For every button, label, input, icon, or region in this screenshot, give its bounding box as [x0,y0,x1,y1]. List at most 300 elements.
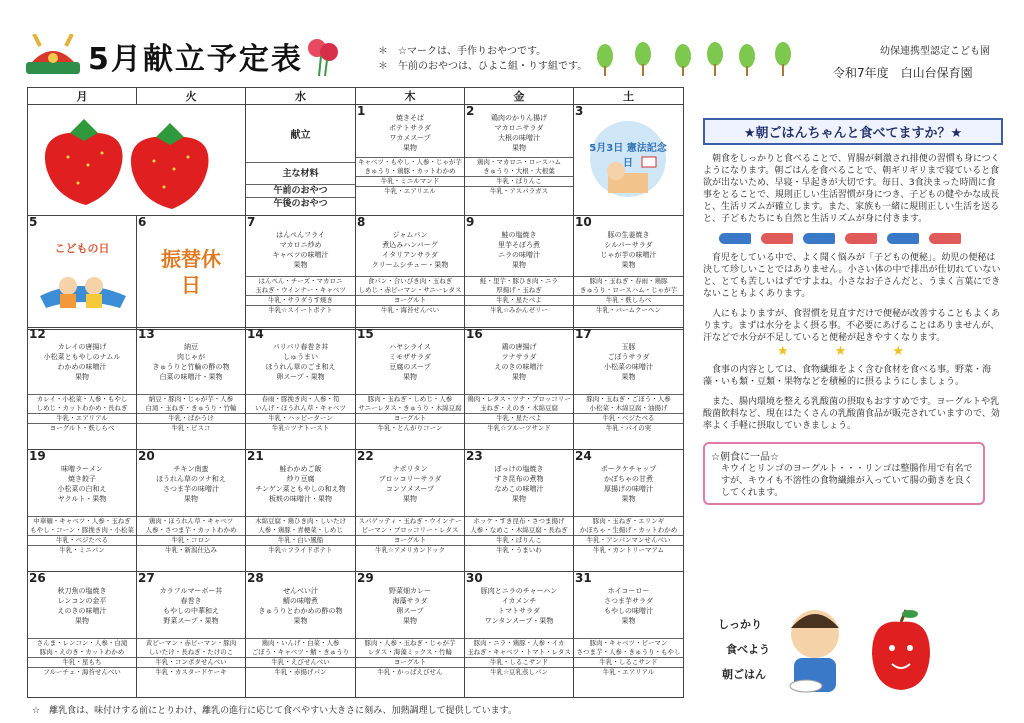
day-number: 7 [247,215,256,229]
weekday-header: 月 [28,88,137,105]
dish: 炒り豆腐 [286,475,315,483]
day-cell [246,450,356,572]
ingredient-line: 玉ねぎ・ウインナー・キャベツ [255,286,346,294]
day-cell [246,572,356,698]
ingredients [465,638,573,657]
day-number: 24 [575,449,592,463]
dish: 小松菜ともやしのナムル [43,353,121,361]
ingredient-line: 鶏肉・レタス・ツナ・ブロッコリー [467,395,571,403]
ingredient-line: ピーマン・ブロッコリー・レタス [361,526,459,534]
slogan-line: 食べよう [726,643,770,656]
ingredient-line: ごぼう・キャベツ・鯖・きゅうり [251,648,350,656]
day-number: 6 [138,215,147,229]
dish: ぼっけの塩焼き [494,465,544,473]
boy-eating-icon [780,604,850,700]
ingredient-line: スパゲッティ・玉ねぎ・ウインナー [358,517,462,525]
dish: 鶏肉のかりん揚げ [491,114,547,122]
ingredient-line: しめじ・赤ピーマン・サニーレタス [358,286,462,294]
pm-snack: 牛乳・かっぱえびせん [356,667,464,677]
dish: ミモザサラダ [389,353,431,361]
dish: もやしの味噌汁 [604,607,653,615]
ingredients [574,276,683,295]
day-number: 5 [29,215,38,229]
header [0,0,1024,88]
dish: カレイの唐揚げ [57,343,107,351]
ingredients [246,276,355,295]
day-number: 22 [357,449,374,463]
day-cell [356,450,465,572]
am-snack: 牛乳・しるこサンド [465,657,573,667]
day-cell [137,450,246,572]
ingredient-line: さんま・レンコン・人参・白滝 [36,639,128,647]
day-cell [356,328,465,450]
am-snack: 牛乳・星たべよ [465,413,573,423]
ingredient-line: 納豆・豚肉・じゃが芋・人参 [148,395,234,403]
dish: 果物 [621,373,636,381]
dish: ほうれん草のツナ和え [156,475,226,483]
pm-snack: 牛乳・ミニパン [28,545,136,555]
ingredient-line: しいたけ・長ねぎ・たけのこ [148,648,234,656]
ingredient-line: 小松菜・木綿豆腐・油揚げ [589,404,668,412]
dish: 果物 [403,617,417,625]
am-snack: ヨーグルト [356,535,464,545]
day-number: 1 [357,104,366,118]
pm-snack: 牛乳・パイの実 [574,423,683,433]
dish: トマトサラダ [498,607,540,615]
dish: ワンタンスープ・果物 [484,617,554,625]
day-number: 30 [466,571,483,585]
dish: 果物 [293,617,308,625]
day-number: 9 [466,215,475,229]
title-area [22,34,343,78]
dish: 果物 [293,261,308,269]
legend-menu: 献立 [290,130,311,141]
ingredient-line: 豚肉・ニラ・鶏豚・人参・イカ [473,639,565,647]
footnote: ☆ 離乳食は、味付けする前にとりわけ、離乳の進行に応じて食べやすい大きさに刻み、加熱調理して提供しています。 [32,706,517,716]
dish: 肉じゃが [177,353,205,361]
dish: 厚揚げの味噌汁 [604,485,653,493]
ingredients [465,157,573,176]
article-banner: ★朝ごはんちゃんと食べてますか？★ [703,118,1003,145]
ingredient-line: レタス・海藻ミックス・竹輪 [367,648,453,656]
ingredients [356,394,464,413]
school-type: 幼保連携型認定こども園 [880,46,990,57]
day-number: 2 [466,104,475,118]
ingredient-line: サニーレタス・きゅうり・木綿豆腐 [358,404,462,412]
dish: 豚肉とニラのチャーハン [480,587,558,595]
ingredient-line: 豚肉・人参・玉ねぎ・じゃが芋 [364,639,456,647]
dish: イカメンチ [501,597,537,605]
weekday-header: 水 [246,88,356,105]
ingredient-line: 木綿豆腐・鶏ひき肉・しいたけ [255,517,346,525]
day-cell [246,328,356,450]
dish: えのきの味噌汁 [494,363,544,371]
pm-snack: 牛乳・カントリーマアム [574,545,683,555]
dish: 果物 [621,495,636,503]
day-number: 14 [247,327,264,341]
pm-snack: 牛乳・エアリエル [356,186,464,196]
ingredient-line: 豚肉・玉ねぎ・エリンギ [592,517,665,525]
pm-snack: 牛乳☆スイートポテト [246,305,355,315]
apple-character-icon [866,608,936,698]
menu-table-lower [27,327,684,698]
dish: 野菜スープ・果物 [163,617,219,625]
am-snack: 牛乳・ベジたべる [574,413,683,423]
children-day-icon [30,256,136,326]
dish: 豚の生姜焼き [607,231,650,239]
dish: 海藻サラダ [392,597,428,605]
dish: ほうれん草のごま和え [265,363,336,371]
am-snack: 牛乳・麩しらべ [574,295,683,305]
article-paragraph: また、腸内環境を整える乳酸菌の摂取もおすすめです。ヨーグルトや乳酸菌飲料など、現在はたくさんの乳酸菌食品が販売されていますので、効率よく手軽に摂取していきましょう。 [703,397,1000,431]
day-cell [137,328,246,450]
dish: きゅうりと竹輪の酢の物 [152,363,230,371]
dish: クリームシチュー・果物 [371,261,449,269]
day-number: 23 [466,449,483,463]
ingredient-line: かぼちゃ・生揚げ・カットわかめ [579,526,678,534]
dish: かぼちゃの甘煮 [604,475,653,483]
pm-snack: ヨーグルト・麩しらべ [28,423,136,433]
dish: 果物 [403,373,417,381]
day-number: 26 [29,571,46,585]
ingredient-line: もやし・コーン・豚挽き肉・小松菜 [30,526,134,534]
dish: シルバーサラダ [604,241,653,249]
dish: せんべい汁 [283,587,318,595]
holiday-label: こどもの日 [54,242,110,255]
pm-snack: 牛乳・カスタードケーキ [137,667,245,677]
article-column [703,118,1003,505]
holiday-cell [574,105,684,216]
week-row [28,105,684,216]
week-row [28,572,684,698]
ingredients [246,394,355,413]
dish: わかめの味噌汁 [57,363,107,371]
dish: 卵スープ・果物 [276,373,325,381]
pm-snack: 牛乳☆フルーツサンド [465,423,573,433]
dish: ニラの味噌汁 [498,251,540,259]
day-number: 19 [29,449,46,463]
day-cell [465,450,574,572]
am-snack: 牛乳・アンパンマンせんべい [574,535,683,545]
dish: しゅうまい [283,353,318,361]
day-cell [574,216,684,330]
slogan-line: しっかり [718,618,762,631]
am-snack: 牛乳・ベジたべる [28,535,136,545]
am-snack: 牛乳・星たべよ [465,295,573,305]
dish: 果物 [403,495,417,503]
dish: 豆腐のスープ [389,363,431,371]
day-cell [137,572,246,698]
ingredients [356,157,464,176]
ingredients [28,516,136,535]
page-title: 5月献立予定表 [88,42,303,77]
day-number: 21 [247,449,264,463]
dish: 煮込みハンバーグ [382,241,438,249]
day-number: 20 [138,449,155,463]
legend-am-snack: 午前のおやつ [246,184,355,197]
ingredients [356,638,464,657]
dish: ホイコーロー [607,587,650,595]
strawberry-illustration-cell [28,105,246,216]
ingredients [246,516,355,535]
dish: チキン南蛮 [173,465,209,473]
stars-decoration-icon: ★ ★ ★ [777,344,904,359]
week-row [28,216,684,330]
header-notes [378,44,587,74]
dish: 納豆 [184,343,198,351]
ingredient-line: 人参・さつま芋・カットわかめ [145,526,237,534]
ingredient-line: 玉ねぎ・えのき・木綿豆腐 [480,404,558,412]
pm-snack: 牛乳・バームクーヘン [574,305,683,315]
pm-snack: 牛乳・ビスコ [137,423,245,433]
dish: 焼きそば [396,114,424,122]
day-cell [574,450,684,572]
dishes [465,216,573,276]
ingredient-line: カレイ・小松菜・人参・もやし [36,395,128,403]
am-snack: 牛乳・エアリアル [28,413,136,423]
ingredient-line: 食パン・合いびき肉・玉ねぎ [367,277,453,285]
pm-snack: 牛乳☆フライドポテト [246,545,355,555]
pm-snack: 牛乳☆豆乳蒸しパン [465,667,573,677]
day-cell [28,328,137,450]
carnation-icon [303,34,343,78]
pm-snack: 牛乳・アスパラガス [465,186,573,196]
pm-snack: 牛乳・とんがりコーン [356,423,464,433]
ingredient-line: きゅうり・ロースハム・じゃが芋 [579,286,678,294]
dish: じゃが芋の味噌汁 [600,251,657,259]
menu-table [27,87,684,330]
dish: きゅうりとわかめの酢の物 [258,607,343,615]
day-number: 13 [138,327,155,341]
pm-snack: 牛乳☆ツナトースト [246,423,355,433]
ingredient-line: 春雨・豚挽き肉・人参・筍 [261,395,340,403]
tip-title: ☆朝食に一品☆ [711,452,779,463]
holiday-label: 振替休日 [161,247,221,297]
ingredient-line: 白滝・玉ねぎ・きゅうり・竹輪 [145,404,237,412]
ingredients [28,638,136,657]
day-number: 31 [575,571,592,585]
slogan-line: 朝ごはん [722,668,766,681]
dish: なめこの味噌汁 [494,485,544,493]
pm-snack: 牛乳☆みかんゼリー [465,305,573,315]
am-snack: 牛乳・えびせんべい [246,657,355,667]
ingredient-line: 豚肉・キャベツ・ピーマン [589,639,668,647]
holiday-cell [28,216,137,330]
dish: 鶏の唐揚げ [501,343,537,351]
ingredient-line: 人参・なめこ・木綿豆腐・長ねぎ [470,526,568,534]
day-cell [356,216,465,330]
dish: 野菜畑カレー [389,587,431,595]
dish: ジャムパン [392,231,428,239]
ingredient-line: さつま芋・人参・きゅうり・もやし [576,648,681,656]
am-snack: 牛乳・白い風船 [246,535,355,545]
am-snack: ヨーグルト [356,413,464,423]
holiday-label: 5月3日 憲法記念日 [589,143,667,169]
week-row [28,328,684,450]
dish: 果物 [512,261,526,269]
dish: ハヤシライス [389,343,431,351]
dishes [356,216,464,276]
trees-decoration-icon [597,42,797,78]
dish: 鯖の味噌煮 [283,597,318,605]
ingredients [465,276,573,295]
ingredient-line: きゅうり・大根・大根葉 [483,167,555,175]
day-cell [465,572,574,698]
weekday-header: 木 [356,88,465,105]
ingredient-line: 鶏肉・ほうれん草・キャベツ [148,517,234,525]
legend-cell [246,105,356,216]
strawberry-icon [28,105,244,213]
ingredient-line: 中華麺・キャベツ・人参・玉ねぎ [33,517,131,525]
day-number: 17 [575,327,592,341]
am-snack: ヨーグルト [356,657,464,667]
ingredient-line: 豚肉・玉ねぎ・ごぼう・人参 [586,395,671,403]
day-number: 28 [247,571,264,585]
day-cell [465,216,574,330]
am-snack: 牛乳・サラダうす焼き [246,295,355,305]
day-number: 27 [138,571,155,585]
day-number: 12 [29,327,46,341]
dish: 鮭の塩焼き [501,231,537,239]
ingredients [246,638,355,657]
ingredient-line: きゅうり・鶏豚・カットわかめ [364,167,456,175]
week-row [28,450,684,572]
article-paragraph: 朝食をしっかりと食べることで、胃腸が刺激され排便の習慣も身につくようになります。朝ごはんを食べることで、朝ギリギリまで寝ていると食欲が出ないため、早寝・早起きが大切です。毎日、3食決まった時間に食事をとることで、規則正しい生活習慣が身につき、子どもの健やかな成長と、生活リズムが確立します。また、家族も一緒に規則正しい生活を送ると、子どもたちにも自然と生活リズムが身に付きます。 [703,154,1000,224]
day-cell [465,105,574,216]
weekday-header: 金 [465,88,574,105]
ingredient-line: ホッケ・すき昆布・さつま揚げ [473,517,565,525]
ingredients [137,516,245,535]
am-snack: 牛乳・しるこサンド [574,657,683,667]
dish: 果物 [512,144,526,152]
legend-ingredients: 主な材料 [246,162,355,184]
ingredient-line: はんぺん・チーズ・マカロニ [258,277,343,285]
dish: 果物 [512,373,526,381]
day-number: 8 [357,215,366,229]
dish: 玉豚 [621,343,636,351]
ingredient-line: 鮭・里芋・豚ひき肉・ニラ [480,277,558,285]
holiday-cell [137,216,246,330]
am-snack: 牛乳・ハッピーターン [246,413,355,423]
day-cell [28,572,137,698]
am-snack: 牛乳・ミニルマンド [356,176,464,186]
dish: カラフルマーボー丼 [159,587,223,595]
ingredient-line: 豚肉・玉ねぎ・しめじ・人参 [367,395,453,403]
tip-box [703,442,985,505]
day-cell [356,572,465,698]
ingredient-line: 鶏肉・マカロニ・ロースハム [476,158,562,166]
am-snack: ヨーグルト [356,295,464,305]
pm-snack: 牛乳・うまいわ [465,545,573,555]
dish: 秋刀魚の塩焼き [57,587,107,595]
day-cell [28,450,137,572]
dish: レンコンの金平 [57,597,107,605]
pm-snack: フルーチェ・海苔せんべい [28,667,136,677]
dish: 小松菜の味噌汁 [604,363,653,371]
am-snack: 牛乳・星もち [28,657,136,667]
ingredient-line: 人参・鶏豚・青梗菜・しめじ [258,526,343,534]
ingredients [28,394,136,413]
am-snack: 牛乳・ぱりんこ [465,535,573,545]
kabuto-helmet-icon [22,34,84,78]
dish: 里芋そぼろ煮 [498,241,540,249]
ingredients [137,638,245,657]
year-school-name: 令和7年度 白山台保育園 [833,66,973,80]
pm-snack: 牛乳☆アメリカンドック [356,545,464,555]
dish: 果物 [184,495,198,503]
dish: キャベツの味噌汁 [272,251,329,259]
ingredients [574,394,683,413]
dishes [465,105,573,157]
dish: 果物 [621,261,636,269]
day-cell [574,328,684,450]
day-number: 10 [575,215,592,229]
day-cell [465,328,574,450]
weekday-header: 土 [574,88,684,105]
koinobori-row-icon [719,233,1003,244]
dish: 卵スープ [396,607,424,615]
dish: 大根の味噌汁 [498,134,540,142]
am-snack: 牛乳・コンポタせんべい [137,657,245,667]
ingredient-line: 黄ピーマン・赤ピーマン・豚肉 [145,639,237,647]
day-cell [356,105,465,216]
day-number: 15 [357,327,374,341]
article-paragraph: 育児をしている中で、よく聞く悩みが「子どもの便秘」。幼児の便秘は決して珍しいことではありません。小さい体の中で排出が仕切れていないと、とても苦しいはずですよね。小さなお子さんだと、うまく言葉にできないこともよくあります。 [703,253,1001,299]
ingredients [465,394,573,413]
dish: さつま芋サラダ [604,597,653,605]
dish: マカロニサラダ [494,124,544,132]
dish: チンゲン菜ともやしの和え物 [255,485,346,493]
dish: コンソメスープ [385,485,435,493]
note-line: ＊ 午前のおやつは、ひよこ組・りす組です。 [378,61,588,72]
dish: パリパリ春巻き丼 [272,343,329,351]
dish: もやしの中華和え [163,607,219,615]
ingredient-line: 玉ねぎ・キャベツ・トマト・レタス [467,648,571,656]
day-cell [246,216,356,330]
tip-text: キウイとリンゴのヨーグルト・・・リンゴは整腸作用で有名ですが、キウイも不溶性の食物繊維が入っていて腸の動きを良くしてくれます。 [721,464,973,498]
dish: ツナサラダ [501,353,537,361]
dish: 板麸の味噌汁・果物 [269,495,332,503]
ingredient-line: 豚肉・玉ねぎ・春雨・鶏豚 [589,277,668,285]
ingredients [137,394,245,413]
note-line: ＊ ☆マークは、手作りおやつです。 [378,46,547,57]
dish: ナポリタン [392,465,428,473]
ingredients [574,638,683,657]
dish: ヤクルト・果物 [57,495,107,503]
ingredients [574,516,683,535]
dish: 焼き餃子 [68,475,96,483]
day-number: 3 [575,104,584,118]
dish: 味噌ラーメン [61,465,103,473]
am-snack: 牛乳・コロン [137,535,245,545]
dish: ワカメスープ [389,134,431,142]
pm-snack: 牛乳・海苔せんべい [356,305,464,315]
dish: 果物 [75,617,89,625]
dish: はんぺんフライ [276,231,325,239]
pm-snack: 牛乳・赤揚げパン [246,667,355,677]
dish: 果物 [512,495,526,503]
day-cell [574,572,684,698]
dish: 小松菜の白和え [57,485,107,493]
dish: さつま芋の味噌汁 [163,485,219,493]
article-paragraph: 人にもよりますが、食習慣を見直すだけで便秘が改善することもよくあります。まずは水分をよく摂る事。不必要にあげることはありませんが、汗などで水分が不足していると便秘が起きやすくなります。 [703,309,1001,343]
ingredient-line: 鶏肉・いんげ・白菜・人参 [261,639,340,647]
day-number: 16 [466,327,483,341]
am-snack: 牛乳・ぱりんこ [465,176,573,186]
dish: ごぼうサラダ [607,353,650,361]
ingredients [356,516,464,535]
dish: 春巻き [180,597,202,605]
